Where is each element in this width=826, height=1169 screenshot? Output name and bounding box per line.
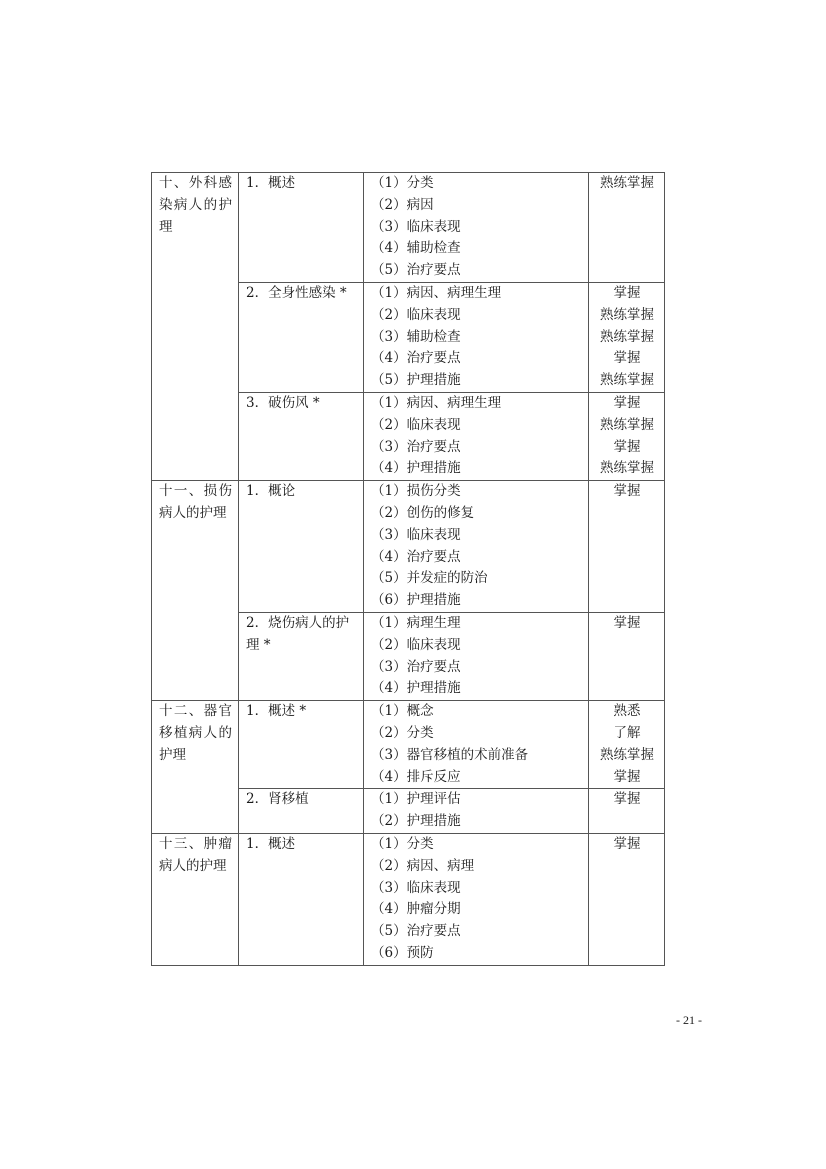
- content-item: （3）辅助检查: [371, 328, 461, 345]
- content-item: （2）临床表现: [371, 416, 461, 433]
- page-number: - 21 -: [676, 1013, 702, 1027]
- content-items-cell: [364, 282, 589, 392]
- content-item: （1）病因、病理生理: [371, 284, 502, 301]
- content-item: （5）并发症的防治: [371, 570, 488, 587]
- content-item: （5）护理措施: [371, 372, 461, 389]
- requirement-level: 熟练掌握: [600, 175, 654, 191]
- requirement-level: 熟悉: [613, 703, 641, 720]
- content-item: （2）临床表现: [371, 636, 461, 653]
- section-topic-cell: [239, 173, 364, 283]
- section-topic: 2．全身性感染 *: [246, 284, 347, 301]
- content-item: （1）概念: [371, 703, 434, 720]
- content-items-cell: [364, 173, 589, 283]
- section-topic-cell: [239, 701, 364, 789]
- section-topic-cell: [239, 833, 364, 965]
- requirement-level-cell: [589, 789, 665, 834]
- requirement-level: 熟练掌握: [600, 746, 654, 763]
- content-item: （4）治疗要点: [371, 548, 461, 565]
- content-item: （4）护理措施: [371, 680, 461, 697]
- content-item: （4）治疗要点: [371, 350, 461, 367]
- requirement-level: 熟练掌握: [600, 460, 654, 477]
- content-items-cell: [364, 701, 589, 789]
- chapter-title-cell: [152, 481, 239, 701]
- content-item: （1）护理评估: [371, 791, 461, 808]
- content-item: （3）临床表现: [371, 218, 461, 235]
- section-topic: 2．烧伤病人的护理 *: [246, 614, 350, 653]
- requirement-level: 熟练掌握: [600, 372, 654, 389]
- requirement-level: 掌握: [613, 614, 641, 631]
- requirement-level: 掌握: [613, 438, 641, 455]
- content-items-cell: [364, 612, 589, 700]
- requirement-level: 掌握: [613, 284, 641, 301]
- table-row: [152, 701, 665, 789]
- content-item: （3）治疗要点: [371, 438, 461, 455]
- requirement-level-cell: [589, 481, 665, 613]
- content-item: （5）治疗要点: [371, 262, 461, 279]
- table-row: [152, 173, 665, 283]
- chapter-title: 十、外科感染病人的护理: [159, 175, 232, 235]
- content-item: （2）创伤的修复: [371, 504, 475, 521]
- section-topic-cell: [239, 789, 364, 834]
- content-items-cell: [364, 833, 589, 965]
- content-items-cell: [364, 481, 589, 613]
- requirement-level: 熟练掌握: [600, 416, 654, 433]
- content-item: （4）肿瘤分期: [371, 901, 461, 918]
- content-items-cell: [364, 392, 589, 480]
- content-item: （3）治疗要点: [371, 658, 461, 675]
- content-item: （2）临床表现: [371, 306, 461, 323]
- content-item: （1）分类: [371, 835, 434, 852]
- requirement-level: 熟练掌握: [600, 328, 654, 345]
- section-topic: 1．概论: [246, 483, 296, 500]
- content-item: （3）器官移植的术前准备: [371, 746, 529, 763]
- content-item: （5）治疗要点: [371, 923, 461, 940]
- chapter-title-cell: [152, 833, 239, 965]
- content-item: （6）护理措施: [371, 592, 461, 609]
- content-item: （1）病因、病理生理: [371, 394, 502, 411]
- chapter-title: 十三、肿瘤病人的护理: [159, 835, 232, 874]
- chapter-title-cell: [152, 173, 239, 481]
- content-item: （1）损伤分类: [371, 483, 461, 500]
- requirement-level-cell: [589, 173, 665, 283]
- requirement-level-cell: [589, 392, 665, 480]
- chapter-title: 十二、器官移植病人的护理: [159, 703, 232, 763]
- section-topic: 1．概述 *: [246, 703, 307, 720]
- syllabus-table: [151, 172, 665, 966]
- requirement-level-cell: [589, 612, 665, 700]
- content-item: （1）分类: [371, 175, 434, 191]
- section-topic: 3．破伤风 *: [246, 394, 320, 411]
- content-item: （2）病因、病理: [371, 857, 475, 874]
- requirement-level: 掌握: [613, 791, 641, 808]
- chapter-title: 十一、损伤病人的护理: [159, 483, 232, 521]
- section-topic: 2．肾移植: [246, 791, 309, 808]
- content-item: （1）病理生理: [371, 614, 461, 631]
- table-row: [152, 833, 665, 965]
- requirement-level-cell: [589, 282, 665, 392]
- requirement-level-cell: [589, 701, 665, 789]
- content-item: （2）护理措施: [371, 813, 461, 830]
- content-item: （4）护理措施: [371, 460, 461, 477]
- content-item: （2）分类: [371, 724, 434, 741]
- requirement-level: 掌握: [613, 394, 641, 411]
- requirement-level: 掌握: [613, 835, 641, 852]
- section-topic-cell: [239, 392, 364, 480]
- section-topic-cell: [239, 282, 364, 392]
- content-item: （4）排斥反应: [371, 768, 461, 785]
- section-topic-cell: [239, 481, 364, 613]
- requirement-level: 熟练掌握: [600, 306, 654, 323]
- content-item: （4）辅助检查: [371, 240, 461, 257]
- content-item: （6）预防: [371, 944, 434, 961]
- content-item: （2）病因: [371, 196, 434, 213]
- content-item: （3）临床表现: [371, 526, 461, 543]
- requirement-level-cell: [589, 833, 665, 965]
- content-item: （3）临床表现: [371, 879, 461, 896]
- requirement-level: 了解: [613, 724, 641, 741]
- requirement-level: 掌握: [613, 483, 641, 500]
- requirement-level: 掌握: [613, 350, 641, 367]
- section-topic: 1．概述: [246, 175, 296, 191]
- section-topic: 1．概述: [246, 835, 296, 852]
- requirement-level: 掌握: [613, 768, 641, 785]
- chapter-title-cell: [152, 701, 239, 834]
- table-row: [152, 481, 665, 613]
- section-topic-cell: [239, 612, 364, 700]
- content-items-cell: [364, 789, 589, 834]
